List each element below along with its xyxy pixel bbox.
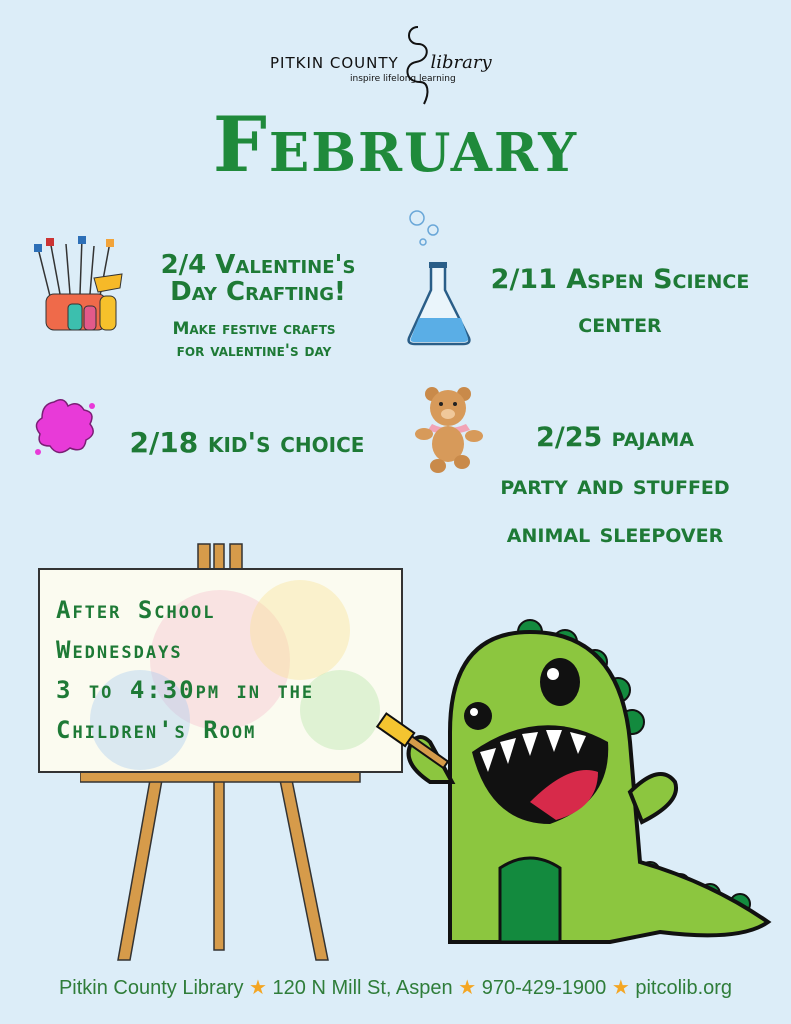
- footer-phone: 970-429-1900: [481, 977, 607, 999]
- event-valentines-sub2: for valentine's day: [176, 341, 332, 361]
- logo-name: [270, 52, 492, 73]
- star-icon: ★: [249, 977, 267, 999]
- board-line2: Wednesdays: [56, 636, 183, 664]
- event-pajama-party: [460, 414, 770, 558]
- paintbrush-cup-icon: [32, 236, 127, 334]
- logo-county-text: PITKIN COUNTY: [270, 54, 399, 72]
- event-pajama-line3: animal sleepover: [506, 518, 724, 549]
- event-science-line2: center: [578, 308, 662, 339]
- event-pajama-line1: 2/25 pajama: [536, 422, 694, 453]
- event-science-line1: 2/11 Aspen Science: [490, 264, 750, 295]
- footer-address: 120 N Mill St, Aspen: [272, 977, 453, 999]
- board-line3: 3 to 4:30pm in the: [56, 676, 315, 704]
- event-valentines-sub1: Make festive crafts: [172, 319, 336, 339]
- event-science: [465, 258, 775, 346]
- after-school-board: [38, 568, 403, 773]
- star-icon: ★: [611, 977, 630, 999]
- logo-tagline: inspire lifelong learning: [350, 74, 456, 84]
- footer-library: Pitkin County Library: [58, 977, 244, 999]
- logo-library-text: library: [430, 52, 492, 73]
- board-line4: Children's Room: [56, 716, 257, 744]
- event-valentines-description: [130, 318, 378, 362]
- event-pajama-line2: party and stuffed: [500, 470, 730, 501]
- library-logo: [270, 22, 520, 112]
- paint-splat-icon: [34, 396, 98, 458]
- event-valentines-title: [128, 252, 388, 306]
- dinosaur-icon: [360, 612, 780, 962]
- event-kids-choice: 2/18 kid's choice: [129, 426, 365, 459]
- star-icon: ★: [458, 977, 477, 999]
- footer: [0, 975, 791, 1000]
- after-school-text: [56, 590, 314, 750]
- footer-website: pitcolib.org: [635, 977, 733, 999]
- event-valentines-line2: Day Crafting!: [170, 277, 346, 307]
- event-valentines-line1: 2/4 Valentine's: [160, 250, 356, 280]
- board-line1: After School: [56, 596, 216, 624]
- page-title: February: [212, 100, 579, 189]
